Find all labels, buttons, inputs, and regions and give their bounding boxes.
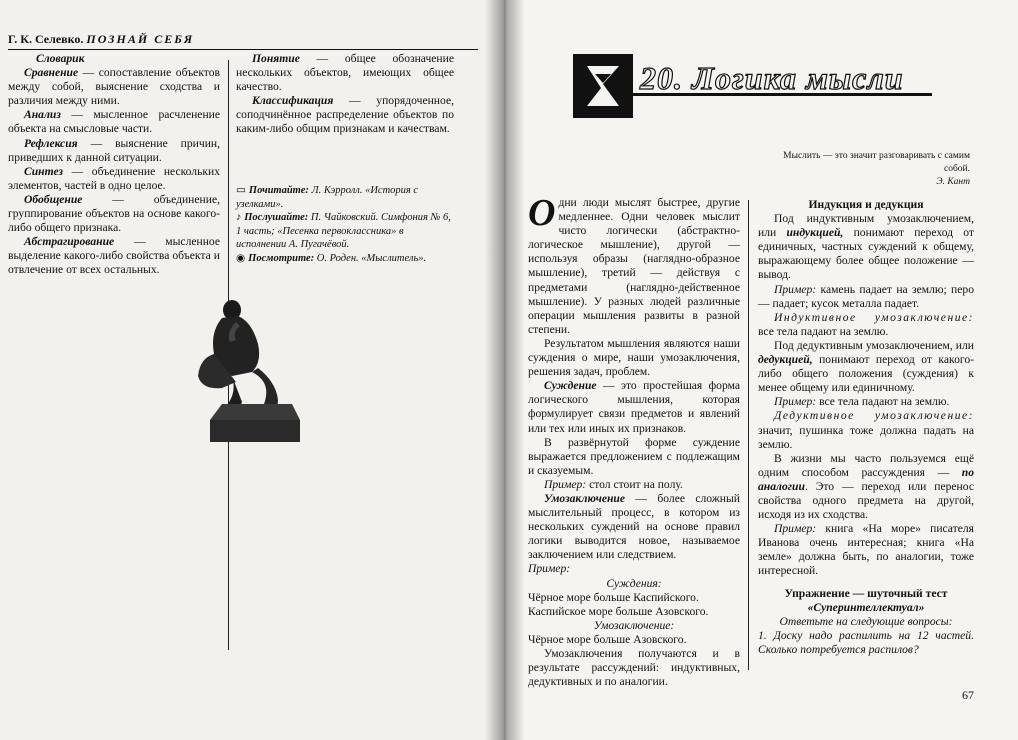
example: Пример: все тела падают на землю. [774,395,950,409]
running-head-author: Г. К. Селевко. [8,32,84,46]
induction-conclusion: Индуктивное умозаключение: все тела падают на землю. [758,310,974,338]
main-text-column [528,192,740,689]
running-head [8,32,478,50]
glossary-entry: Сравнение — сопоставление объектов между собой, выяснение сходства и различия между ними. [8,66,220,108]
glossary-column [8,52,220,278]
paragraph: Результатом мышления являются наши суждения о мире, наши умозаключения, решения задач, проблем. [528,336,740,379]
page-number: 67 [962,688,974,702]
judgment-paragraph: Суждение — это простейшая форма логического мышления, которая формулирует связи предметов и явлений или тех или иных их признаков. [528,379,740,435]
glossary-title: Словарик [36,52,85,65]
epigraph-author: Э. Кант [936,177,970,187]
read-recommendation: ▭ Почитайте: Л. Кэрролл. «История с узелками». [236,185,419,210]
listen-recommendation: ♪ Послушайте: П. Чайковский. Симфония № 6, 1 часть; «Песенка первоклассника» в исполнении А. Пугачёвой. [236,212,451,250]
watch-recommendation: ◉ Посмотрите: О. Роден. «Мыслитель». [236,252,427,264]
judgment-2: Каспийское море больше Азовского. [528,604,709,618]
eye-icon: ◉ [236,252,246,264]
question-1: 1. Доску надо распилить на 12 частей. Сколько потребуется распилов? [758,628,974,656]
analogy-paragraph: В жизни мы часто пользуемся ещё одним способом рассуждения — по аналогии. Это — переход или перенос свойства одного предмета на другой, исходя из их сходства. [758,451,974,522]
glossary-entry: Обобщение — объединение, группирование объектов на основе какого-либо общего признака. [8,192,220,235]
example: Пример: камень падает на землю; перо — падает; кусок металла падает. [758,282,974,310]
example-label: Пример: [528,562,571,576]
inference-paragraph: Умозаключение — более сложный мыслительный процесс, в котором из нескольких суждений на основе правил логики выводится новое, называемое заключением или следствием. [528,491,740,562]
conclusion-label: Умозаключение: [593,618,675,632]
section-title: Индукция и дедукция [808,198,924,211]
epigraph-text: Мыслить — это значит разговаривать с самим собой. [783,151,970,174]
judgments-label: Суждения: [606,576,662,590]
drop-cap: О [528,192,556,234]
glossary-column-2 [236,52,454,137]
chapter-emblem [573,54,633,118]
puzzle-icon [583,62,623,110]
exercise-name: «Суперинтеллектуал» [807,600,925,614]
paragraph: Умозаключения получаются и в результате рассуждений: индуктивных, дедуктивных и по аналогии. [528,647,740,689]
exercise-instruction: Ответьте на следующие вопросы: [779,614,953,628]
chapter-title: 20. Логика мысли [640,60,904,96]
glossary-entry: Абстрагирование — мысленное выделение какого-либо свойства объекта и отвлечение от всех остальных. [8,235,220,277]
glossary-entry: Классификация — упорядоченное, соподчинённое распределение объектов по каким-либо общим признакам и качествам. [236,94,454,136]
example: Пример: книга «На море» писателя Иванова очень интересная; книга «На земле» должна быть, по аналогии, тоже интересной. [758,522,974,578]
paragraph: В развёрнутой форме суждение выражается предложением с подлежащим и сказуемым. [528,435,740,477]
side-text-column [758,198,974,657]
show-through-text [250,290,460,670]
glossary-entry: Рефлексия — выяснение причин, приведших к данной ситуации. [8,136,220,164]
exercise-title: Упражнение — шуточный тест [784,586,948,600]
running-head-book: ПОЗНАЙ СЕБЯ [86,32,195,46]
deduction-conclusion: Дедуктивное умозаключение: значит, пушинка тоже должна падать на землю. [758,409,974,451]
judgment-1: Чёрное море больше Каспийского. [528,590,699,604]
example: Пример: стол стоит на полу. [544,477,683,491]
book-icon: ▭ [236,185,246,196]
glossary-entry: Анализ — мысленное расчленение объекта на смысловые части. [8,108,220,136]
glossary-entry: Понятие — общее обозначение нескольких объектов, имеющих общее качество. [236,52,454,94]
intro-paragraph: Одни люди мыслят быстрее, другие медленнее. Одни человек мыслит чисто логически (абстрактно-логическое мышление), другой — используя образы (наглядно-образное мышление), третий — действуя с предметами (наглядно-действенное мышление). У разных людей различные операции мышления развиты в разной степени. [528,192,740,336]
conclusion: Чёрное море больше Азовского. [528,632,687,646]
induction-paragraph: Под индуктивным умозаключением, или индукцией, понимают переход от единичных, частных суждений к общему, выражающему более общее положение — вывод. [758,212,975,282]
deduction-paragraph: Под дедуктивным умозаключением, или дедукцией, понимают переход от какого-либо общего положения (суждения) к менее общему или единичному. [758,338,974,395]
music-note-icon: ♪ [236,212,242,223]
left-page [0,0,505,740]
glossary-entry: Синтез — объединение нескольких элементов, частей в одно целое. [8,164,220,192]
epigraph [770,150,970,189]
recommendations [236,184,456,265]
column-divider [748,200,749,670]
